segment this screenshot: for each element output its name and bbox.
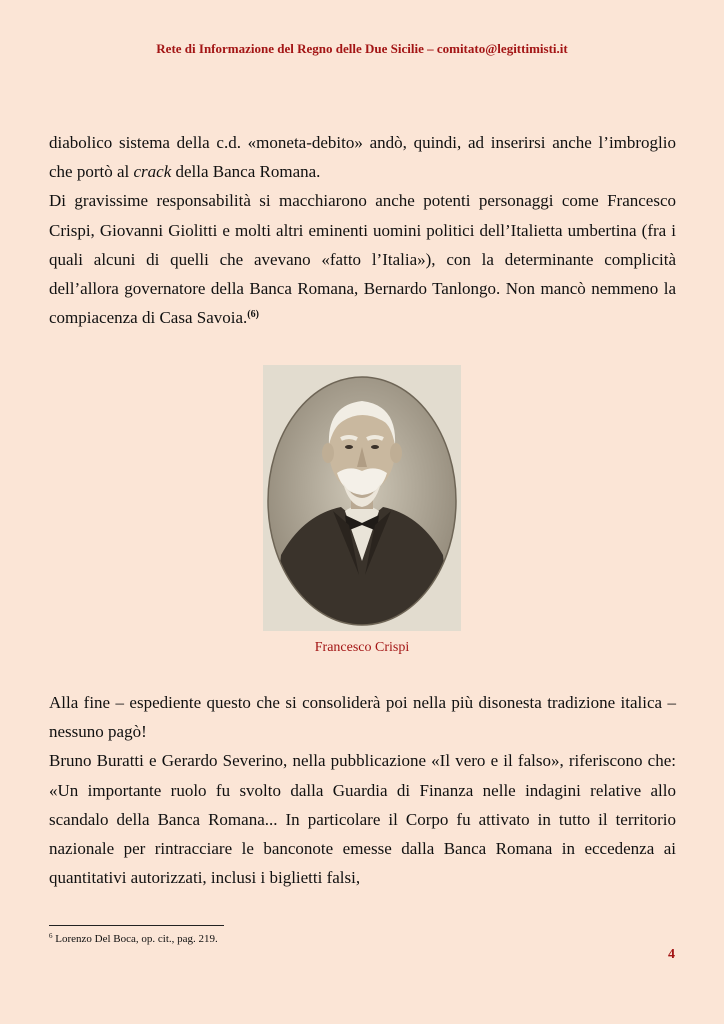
page-header: Rete di Informazione del Regno delle Due Sicilie – comitato@legittimisti.it [156,41,568,56]
paragraph: Di gravissime responsabilità si macchiarono anche potenti personaggi come Francesco Crispi, Giovanni Giolitti e molti altri eminenti uomini politici dell’Italietta umbertina (fra i quali alcuni di quelli che avevano «fatto l’Italia»), con la determinante complicità dell’allora governatore della Banca Romana, Bernardo Tanlongo. Non mancò nemmeno la compiacenza di Casa Savoia.$^{(6)}$ [49,191,676,328]
figure-caption: Francesco Crispi [314,640,410,655]
portrait-image [263,365,461,631]
footnote-divider [49,925,224,926]
paragraph: diabolico sistema della c.d. «moneta-debito» andò, quindi, ad inserirsi anche l’imbroglio che portò al crack della Banca Romana. [49,133,676,182]
paragraph: Alla fine – espediente questo che si consoliderà poi nella più disonesta tradizione italica – nessuno pagò! [49,693,676,742]
footnote-text: Lorenzo Del Boca, op. cit., pag. 219. [52,933,218,945]
text-block-bottom [49,688,676,892]
portrait-engraving [263,365,461,631]
text-block-top [49,128,676,332]
footnote-marker: 6 [49,932,53,940]
footnote [49,933,218,945]
italic-crack: crack [133,162,172,182]
paragraph: Bruno Buratti e Gerardo Severino, nella pubblicazione «Il vero e il falso», riferiscono che: «Un importante ruolo fu svolto dalla Guardia di Finanza nelle indagini relative allo scandalo della Banca Romana... In particolare il Corpo fu attivato in tutto il territorio nazionale per rintracciare le banconote emesse dalla Banca Romana in eccedenza ai quantitativi autorizzati, inclusi i biglietti falsi, [49,751,676,888]
page-number: 4 [668,947,675,962]
footnote-reference: (6) [247,309,259,321]
